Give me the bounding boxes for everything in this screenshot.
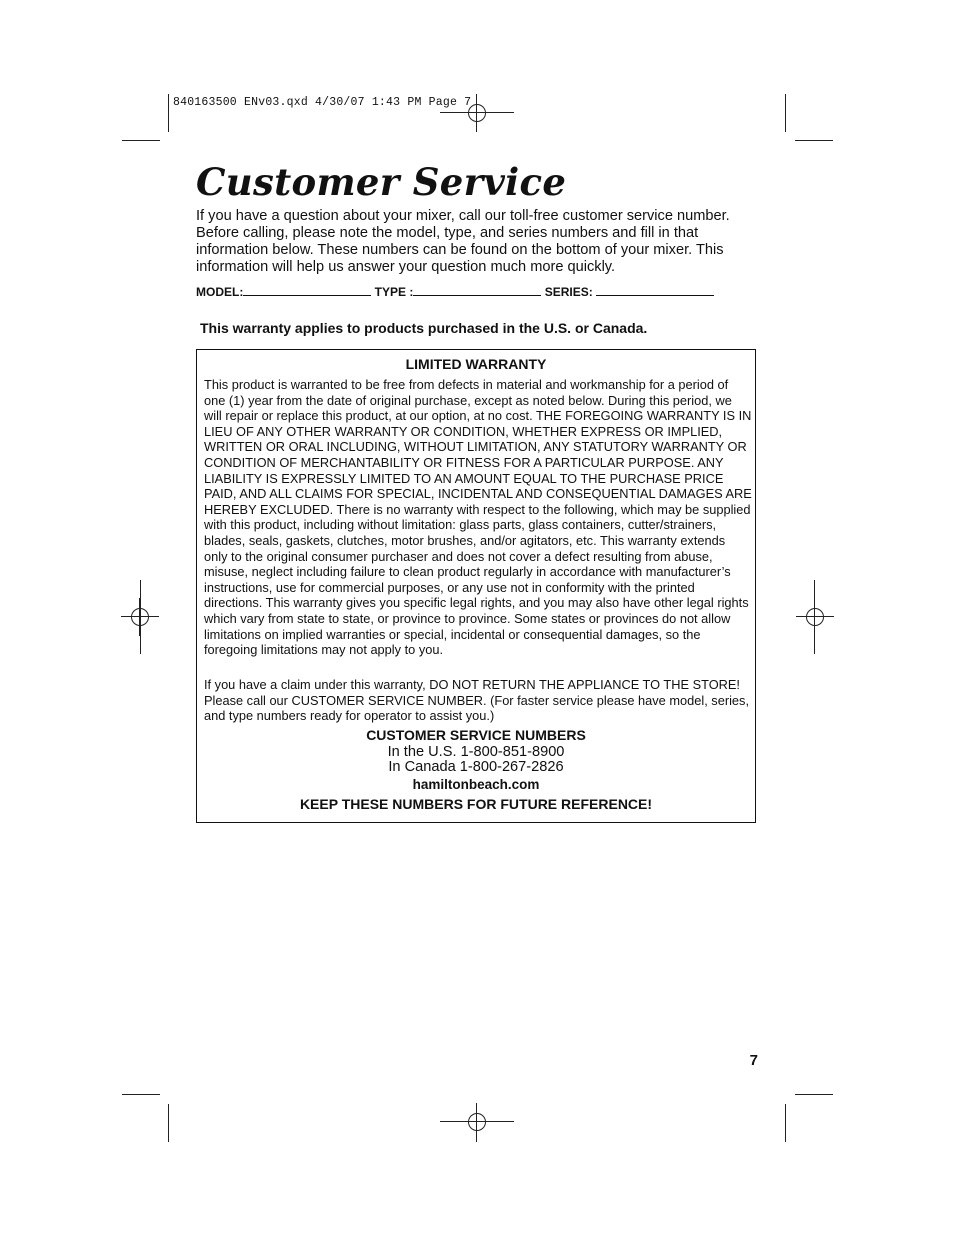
registration-line	[814, 580, 815, 654]
limited-warranty-title: LIMITED WARRANTY	[405, 356, 547, 372]
crop-mark	[168, 1104, 169, 1142]
warranty-applies-note: This warranty applies to products purchased in the U.S. or Canada.	[200, 320, 648, 336]
warranty-body: This product is warranted to be free from defects in material and workmanship for a period of one (1) year from the date of original purchase, except as noted below. During this period, we will repair or replace this product, at our option, at no cost. THE FOREGOING WARRANTY IS IN LIEU OF ANY OTHER WARRANTY OR CONDITION, WHETHER EXPRESS OR IMPLIED, WRITTEN OR ORAL INCLUDING, WITHOUT LIMITATION, ANY STATUTORY WARRANTY OR CONDITION OF MERCHANTABILITY OR FITNESS FOR A PARTICULAR PURPOSE. ANY LIABILITY IS EXPRESSLY LIMITED TO AN AMOUNT EQUAL TO THE PURCHASE PRICE PAID, AND ALL CLAIMS FOR SPECIAL, INCIDENTAL AND CONSEQUENTIAL DAMAGES ARE HEREBY EXCLUDED. There is no warranty with respect to the following, which may be supplied with this product, including without limitation: glass parts, glass containers, cutter/strainers, blades, seals, gaskets, clutches, motor brushes, and/or agitators, etc. This warranty extends only to the original consumer purchaser and does not cover a defect resulting from abuse, misuse, neglect including failure to clean product regularly in accordance with manufacturer’s instructions, use for commercial purposes, or any use not in conformity with the printed directions. This warranty gives you specific legal rights, and you may also have other legal rights which vary from state to state, or province to province. Some states or provinces do not allow limitations on implied warranties or special, incidental or consequential damages, so the foregoing limitations may not apply to you.	[204, 377, 752, 658]
print-slug: 840163500 ENv03.qxd 4/30/07 1:43 PM Page 7	[173, 96, 472, 109]
crop-mark	[122, 1094, 160, 1095]
crop-mark	[785, 94, 786, 132]
canada-phone-number: In Canada 1-800-267-2826	[388, 759, 564, 775]
type-label: TYPE :	[374, 285, 414, 299]
model-label: MODEL:	[196, 285, 244, 299]
crop-mark	[795, 140, 833, 141]
model-blank	[243, 284, 371, 296]
warranty-claim: If you have a claim under this warranty, DO NOT RETURN THE APPLIANCE TO THE STORE! Please call our CUSTOMER SERVICE NUMBER. (For faster service please have model, series, and type numbers ready for operator to assist you.)	[204, 677, 749, 724]
registration-line	[476, 94, 477, 124]
registration-mark-icon	[796, 598, 834, 636]
crop-mark	[795, 1094, 833, 1095]
website-link[interactable]: hamiltonbeach.com	[412, 777, 540, 792]
intro-paragraph: If you have a question about your mixer, call our toll-free customer service number. Before calling, please note the model, type, and series numbers and fill in that information below. These numbers can be found on the bottom of your mixer. This information will help us answer your question much more quickly.	[196, 208, 730, 275]
type-blank	[413, 284, 541, 296]
us-phone-number: In the U.S. 1-800-851-8900	[387, 744, 565, 760]
crop-mark	[168, 94, 169, 132]
product-info-fields	[196, 284, 756, 299]
crop-mark	[785, 1104, 786, 1142]
registration-line	[476, 1112, 477, 1142]
registration-line	[440, 1121, 514, 1122]
registration-line	[140, 580, 141, 654]
page-title: Customer Service	[196, 160, 567, 204]
series-blank	[596, 284, 714, 296]
page-number: 7	[749, 1052, 758, 1069]
registration-line	[440, 112, 514, 113]
series-label: SERIES:	[544, 285, 593, 299]
customer-service-numbers-title: CUSTOMER SERVICE NUMBERS	[366, 727, 586, 743]
crop-mark	[122, 140, 160, 141]
registration-mark-icon	[458, 1103, 496, 1141]
keep-numbers-note: KEEP THESE NUMBERS FOR FUTURE REFERENCE!	[299, 796, 653, 812]
